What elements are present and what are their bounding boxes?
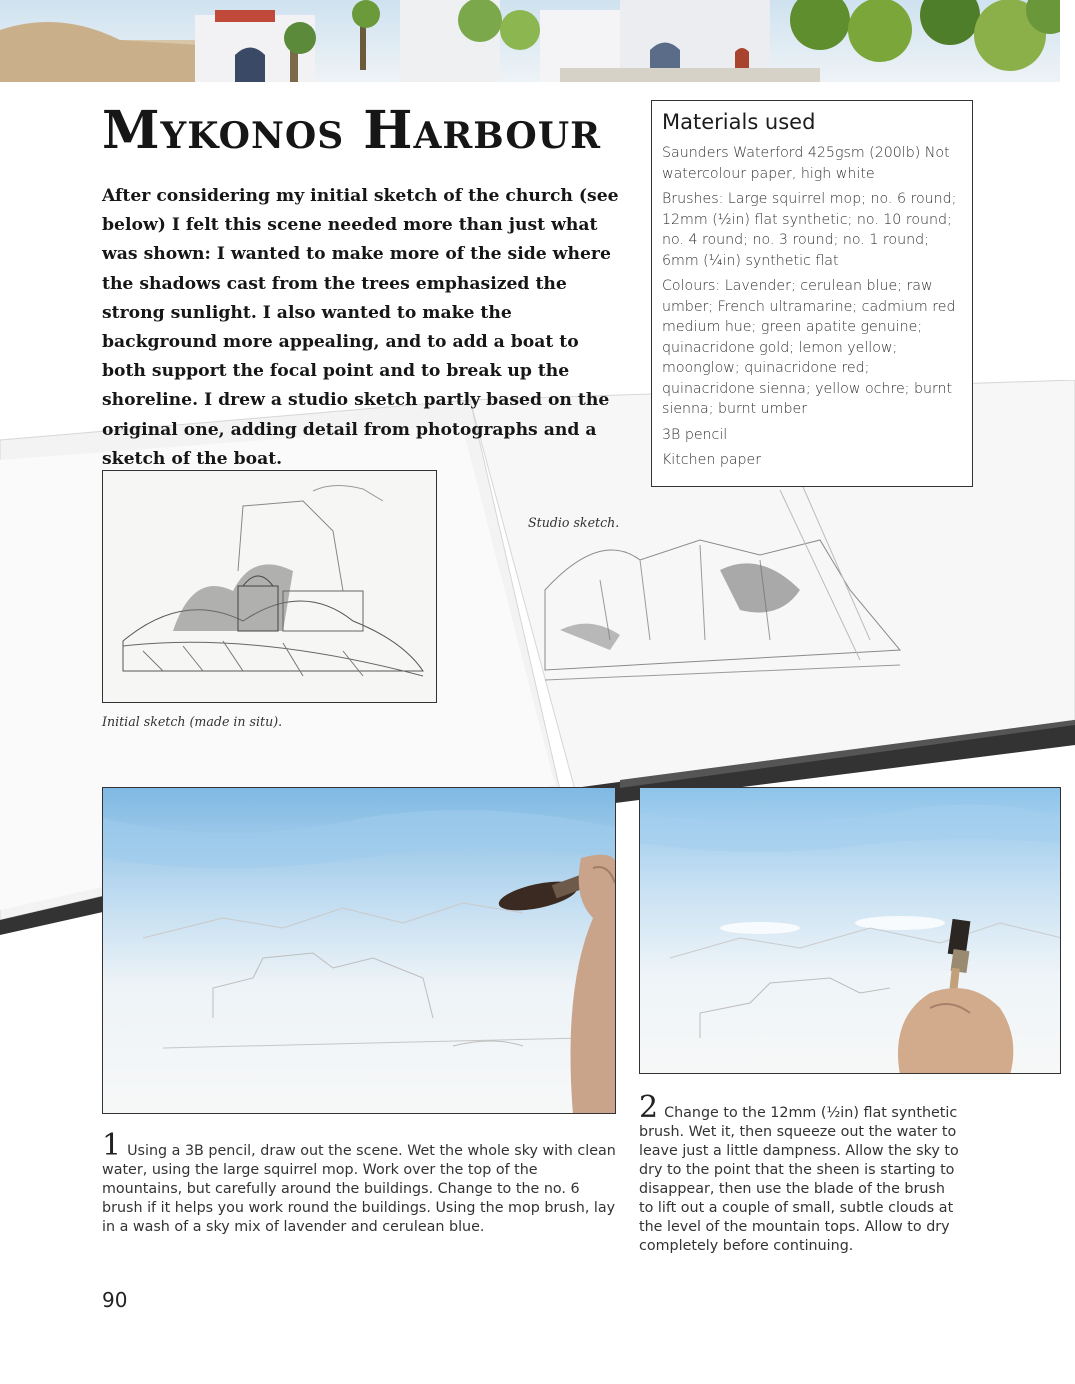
initial-sketch-caption: Initial sketch (made in situ). xyxy=(102,714,283,729)
step-1-photo xyxy=(102,787,616,1114)
step-1-number: 1 xyxy=(102,1128,122,1163)
step-2-text xyxy=(639,1090,959,1256)
materials-item-kitchen-paper: Kitchen paper xyxy=(662,452,762,468)
materials-heading: Materials used xyxy=(662,110,816,134)
studio-sketch-caption: Studio sketch. xyxy=(528,515,620,530)
intro-paragraph: After considering my initial sketch of the church (see below) I felt this scene needed more than just what was shown: I wanted to make more of the side where the shadows cast from the trees emphasized the strong sunlight. I also wanted to make the background more appealing, and to add a boat to both support the focal point and to break up the shoreline. I drew a studio sketch partly based on the original one, adding detail from photographs and a sketch of the boat. xyxy=(102,186,619,469)
materials-item-colours: Colours: Lavender; cerulean blue; raw umber; French ultramarine; cadmium red medium hue; green apatite genuine; quinacridone gold; lemon yellow; moonglow; quinacridone red; quinacridone sienna; yellow ochre; burnt sienna; burnt umber xyxy=(662,278,956,417)
step-2-photo xyxy=(639,787,1061,1074)
step-1-text xyxy=(102,1128,618,1237)
step-2-number: 2 xyxy=(639,1090,659,1125)
materials-item-paper: Saunders Waterford 425gsm (200lb) Not watercolour paper, high white xyxy=(662,145,950,182)
step-2-instructions: Change to the 12mm (½in) flat synthetic brush. Wet it, then squeeze out the water to leave just a little dampness. Allow the sky to dry to the point that the sheen is starting to disappear, then use the blade of the brush to lift out a couple of small, subtle clouds at the level of the mountain tops. Allow to dry completely before continuing. xyxy=(639,1105,959,1254)
page-title: Mykonos Harbour xyxy=(102,100,602,161)
initial-sketch-image xyxy=(102,470,437,703)
page-number: 90 xyxy=(102,1288,128,1312)
materials-item-pencil: 3B pencil xyxy=(662,426,728,443)
step-1-instructions: Using a 3B pencil, draw out the scene. Wet the whole sky with clean water, using the large squirrel mop. Work over the top of the mountains, but carefully around the buildings. Change to the no. 6 brush if it helps you work round the buildings. Using the mop brush, lay in a wash of a sky mix of lavender and cerulean blue. xyxy=(102,1143,616,1235)
materials-item-brushes: Brushes: Large squirrel mop; no. 6 round; 12mm (½in) flat synthetic; no. 10 round; no. 4 round; no. 3 round; no. 1 round; 6mm (¼in) synthetic flat xyxy=(662,191,957,269)
top-banner-image xyxy=(0,0,1060,82)
materials-box xyxy=(651,100,973,487)
